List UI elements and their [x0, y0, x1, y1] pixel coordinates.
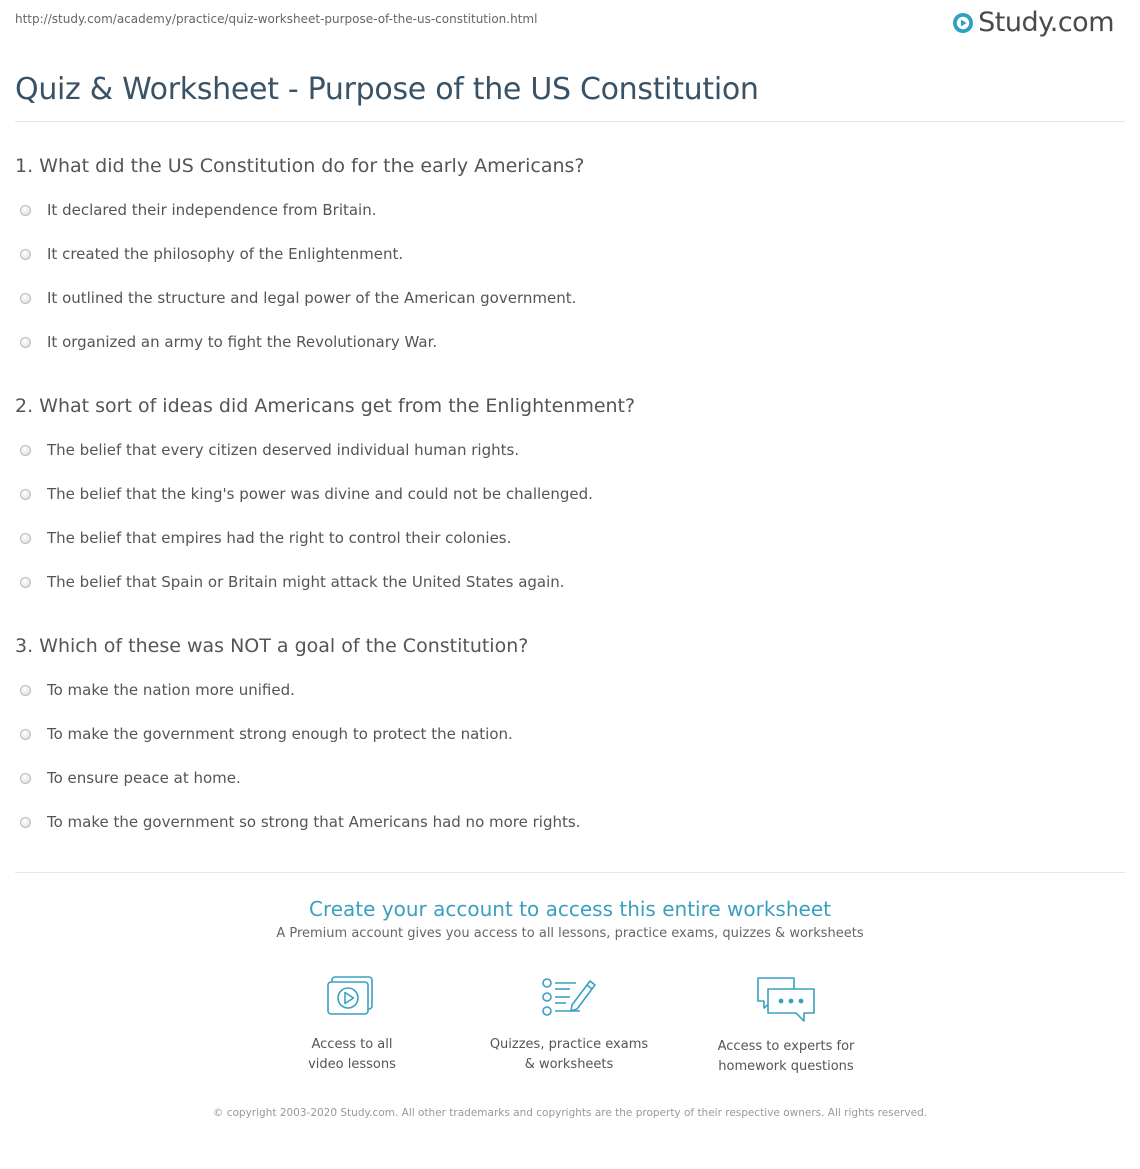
answer-label: The belief that empires had the right to control their colonies. [47, 529, 512, 547]
answer-label: The belief that the king's power was divine and could not be challenged. [47, 485, 593, 503]
radio-button[interactable] [20, 577, 31, 588]
section-divider [15, 872, 1125, 873]
radio-button[interactable] [20, 293, 31, 304]
answer-option[interactable] [20, 756, 580, 800]
answer-option[interactable] [20, 232, 576, 276]
feature-video-lessons [252, 975, 452, 1075]
answer-option[interactable] [20, 516, 593, 560]
radio-button[interactable] [20, 337, 31, 348]
answer-option[interactable] [20, 472, 593, 516]
answer-option[interactable] [20, 800, 580, 844]
page-url: http://study.com/academy/practice/quiz-worksheet-purpose-of-the-us-constitution.html [15, 12, 538, 26]
radio-button[interactable] [20, 445, 31, 456]
question-1-options [20, 188, 576, 364]
feature-label: Quizzes, practice exams & worksheets [489, 1037, 649, 1072]
feature-quizzes [469, 975, 669, 1075]
video-lessons-icon [325, 975, 379, 1023]
answer-label: To make the government strong enough to protect the nation. [47, 725, 513, 743]
page-title: Quiz & Worksheet - Purpose of the US Constitution [15, 72, 759, 107]
radio-button[interactable] [20, 773, 31, 784]
feature-experts [686, 975, 886, 1077]
answer-option[interactable] [20, 188, 576, 232]
answer-label: It organized an army to fight the Revolutionary War. [47, 333, 438, 351]
copyright-footer: © copyright 2003-2020 Study.com. All other trademarks and copyrights are the property of their respective owners. All rights reserved. [212, 1107, 928, 1119]
radio-button[interactable] [20, 685, 31, 696]
logo-text: Study.com [978, 7, 1114, 38]
question-1: 1. What did the US Constitution do for the early Americans? [15, 155, 585, 177]
title-divider [15, 121, 1125, 122]
feature-label: Access to experts for homework questions [717, 1039, 855, 1074]
radio-button[interactable] [20, 489, 31, 500]
radio-button[interactable] [20, 533, 31, 544]
question-2-options [20, 428, 593, 604]
question-3-options [20, 668, 580, 844]
question-3: 3. Which of these was NOT a goal of the Constitution? [15, 635, 529, 657]
answer-label: It outlined the structure and legal power of the American government. [47, 289, 577, 307]
premium-description: A Premium account gives you access to all lessons, practice exams, quizzes & worksheets [276, 926, 864, 941]
answer-label: To ensure peace at home. [47, 769, 241, 787]
quizzes-checklist-icon [540, 975, 598, 1023]
radio-button[interactable] [20, 817, 31, 828]
answer-option[interactable] [20, 712, 580, 756]
answer-option[interactable] [20, 560, 593, 604]
radio-button[interactable] [20, 205, 31, 216]
answer-label: The belief that every citizen deserved individual human rights. [47, 441, 520, 459]
feature-label: Access to all video lessons [308, 1037, 396, 1072]
radio-button[interactable] [20, 729, 31, 740]
answer-option[interactable] [20, 276, 576, 320]
play-logo-icon [952, 12, 974, 34]
answer-label: It declared their independence from Britain. [47, 201, 377, 219]
answer-label: It created the philosophy of the Enlightenment. [47, 245, 404, 263]
answer-label: To make the nation more unified. [47, 681, 295, 699]
answer-label: To make the government so strong that Americans had no more rights. [47, 813, 581, 831]
radio-button[interactable] [20, 249, 31, 260]
question-2: 2. What sort of ideas did Americans get from the Enlightenment? [15, 395, 636, 417]
answer-option[interactable] [20, 668, 580, 712]
answer-label: The belief that Spain or Britain might attack the United States again. [47, 573, 565, 591]
experts-chat-icon [754, 975, 818, 1025]
study-logo[interactable] [952, 7, 1114, 38]
answer-option[interactable] [20, 320, 576, 364]
answer-option[interactable] [20, 428, 593, 472]
create-account-link[interactable]: Create your account to access this entire worksheet [309, 897, 831, 921]
